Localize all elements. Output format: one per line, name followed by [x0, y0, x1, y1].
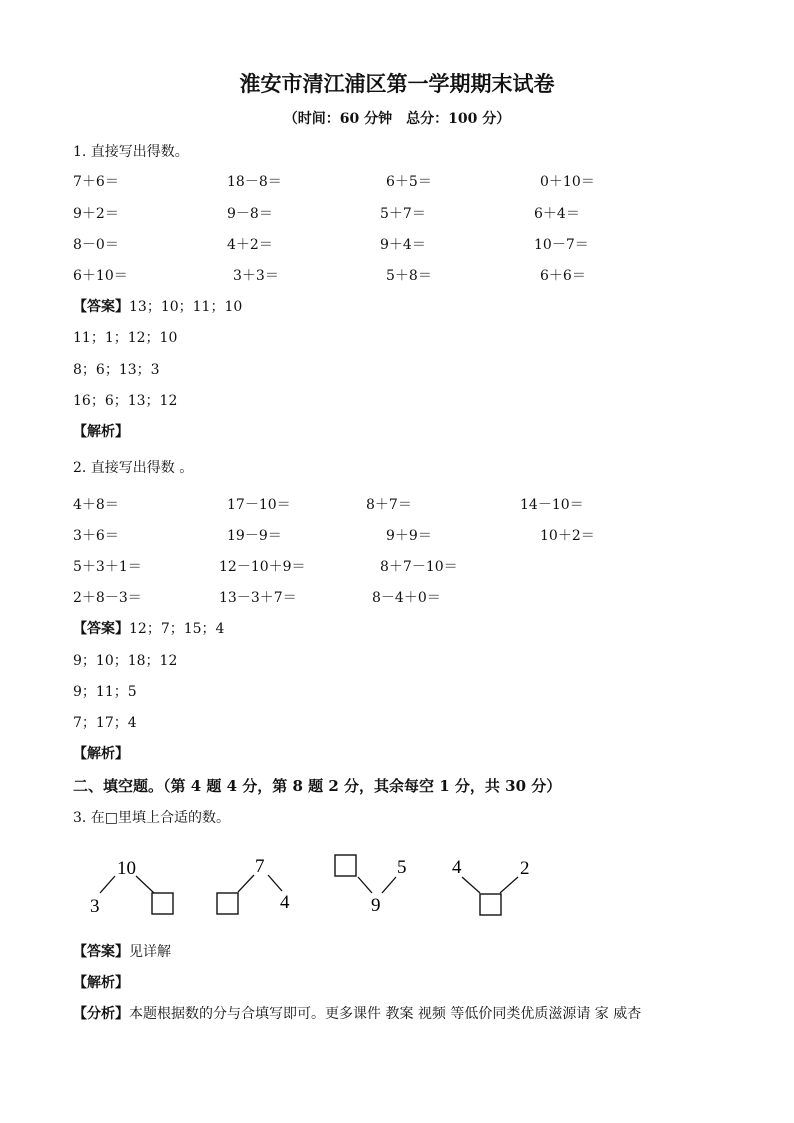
- bond-line: [500, 877, 518, 893]
- q2-prompt: 2. 直接写出得数 。: [73, 460, 194, 476]
- answer-tag: 【答案】: [73, 944, 129, 960]
- q3-prompt: 3. 在□里填上合适的数。: [73, 810, 231, 826]
- q1-item: 6＋5＝: [386, 174, 432, 190]
- bond-line: [462, 877, 480, 893]
- answer-tag: 【答案】: [73, 299, 129, 315]
- bond-line: [100, 876, 115, 893]
- q2-item: 12－10＋9＝: [219, 559, 306, 575]
- answer-line: 13；10；11；10: [129, 299, 243, 315]
- bond-bottom-number: 9: [371, 895, 381, 916]
- q1-item: 9＋4＝: [380, 237, 426, 253]
- exam-info: （时间：60 分钟 总分：100 分）: [283, 111, 511, 127]
- bond-line: [382, 877, 396, 893]
- answer-box[interactable]: [335, 855, 356, 876]
- q1-item: 7＋6＝: [73, 174, 119, 190]
- q1-item: 10－7＝: [534, 237, 589, 253]
- bond-left-number: 3: [90, 896, 100, 917]
- q1-item: 4＋2＝: [227, 237, 273, 253]
- number-bond-figure: [70, 845, 560, 925]
- bond-line: [136, 876, 154, 893]
- q1-item: 8－0＝: [73, 237, 119, 253]
- q2-item: 8＋7＝: [366, 497, 412, 513]
- q2-item: 5＋3＋1＝: [73, 559, 142, 575]
- number-bond: [452, 857, 530, 915]
- answer-line: 16；6；13；12: [73, 393, 178, 409]
- answer-line: 9；11；5: [73, 684, 137, 700]
- answer-box[interactable]: [480, 894, 501, 915]
- q1-item: 6＋6＝: [540, 268, 586, 284]
- q1-item: 9－8＝: [227, 206, 273, 222]
- analysis-tag: 【解析】: [73, 746, 129, 762]
- q1-item: 5＋8＝: [386, 268, 432, 284]
- q2-item: 3＋6＝: [73, 528, 119, 544]
- bond-line: [268, 875, 282, 891]
- analysis-tag: 【解析】: [73, 424, 129, 440]
- answer-line: 11；1；12；10: [73, 330, 178, 346]
- q2-item: 4＋8＝: [73, 497, 119, 513]
- q2-item: 10＋2＝: [540, 528, 595, 544]
- q2-item: 19－9＝: [227, 528, 282, 544]
- bond-top-number: 10: [117, 858, 136, 879]
- bond-right-number: 2: [520, 858, 530, 879]
- q2-item: 13－3＋7＝: [219, 590, 297, 606]
- bond-right-number: 5: [397, 857, 407, 878]
- number-bond: [90, 858, 173, 917]
- q2-item: 17－10＝: [227, 497, 291, 513]
- q1-item: 0＋10＝: [540, 174, 595, 190]
- answer-box[interactable]: [152, 893, 173, 914]
- q2-item: 8＋7－10＝: [380, 559, 458, 575]
- bond-line: [238, 875, 254, 892]
- q3-answer: [73, 941, 171, 961]
- bond-right-number: 4: [280, 892, 290, 913]
- analysis-tag: 【解析】: [73, 975, 129, 991]
- answer-tag: 【答案】: [73, 621, 129, 637]
- q2-item: 9＋9＝: [386, 528, 432, 544]
- answer-box[interactable]: [217, 893, 238, 914]
- q1-item: 18－8＝: [227, 174, 282, 190]
- analysis-label: 【分析】: [73, 1006, 129, 1022]
- q1-item: 9＋2＝: [73, 206, 119, 222]
- analysis-text: 本题根据数的分与合填写即可。更多课件 教案 视频 等低价同类优质滋源请 家 威杏: [129, 1006, 642, 1022]
- answer-line: 12；7；15；4: [129, 621, 225, 637]
- page-title: 淮安市清江浦区第一学期期末试卷: [239, 71, 555, 96]
- q1-answer: [73, 296, 242, 316]
- q2-item: 2＋8－3＝: [73, 590, 142, 606]
- q1-item: 6＋10＝: [73, 268, 128, 284]
- number-bond: [335, 855, 407, 916]
- bond-left-number: 4: [452, 857, 462, 878]
- q1-prompt: 1. 直接写出得数。: [73, 144, 189, 160]
- answer-text: 见详解: [129, 944, 171, 960]
- section-heading: 二、填空题。（第 4 题 4 分，第 8 题 2 分，其余每空 1 分，共 30 分）: [73, 777, 562, 795]
- q2-answer: [73, 618, 224, 638]
- bond-line: [358, 877, 372, 893]
- q1-item: 3＋3＝: [233, 268, 279, 284]
- answer-line: 7；17；4: [73, 715, 137, 731]
- q2-item: 14－10＝: [520, 497, 584, 513]
- number-bond: [217, 856, 290, 914]
- answer-line: 8；6；13；3: [73, 362, 160, 378]
- q2-item: 8－4＋0＝: [372, 590, 441, 606]
- q1-item: 5＋7＝: [380, 206, 426, 222]
- answer-line: 9；10；18；12: [73, 653, 178, 669]
- q3-analysis: [73, 1003, 641, 1023]
- bond-top-number: 7: [255, 856, 265, 877]
- q1-item: 6＋4＝: [534, 206, 580, 222]
